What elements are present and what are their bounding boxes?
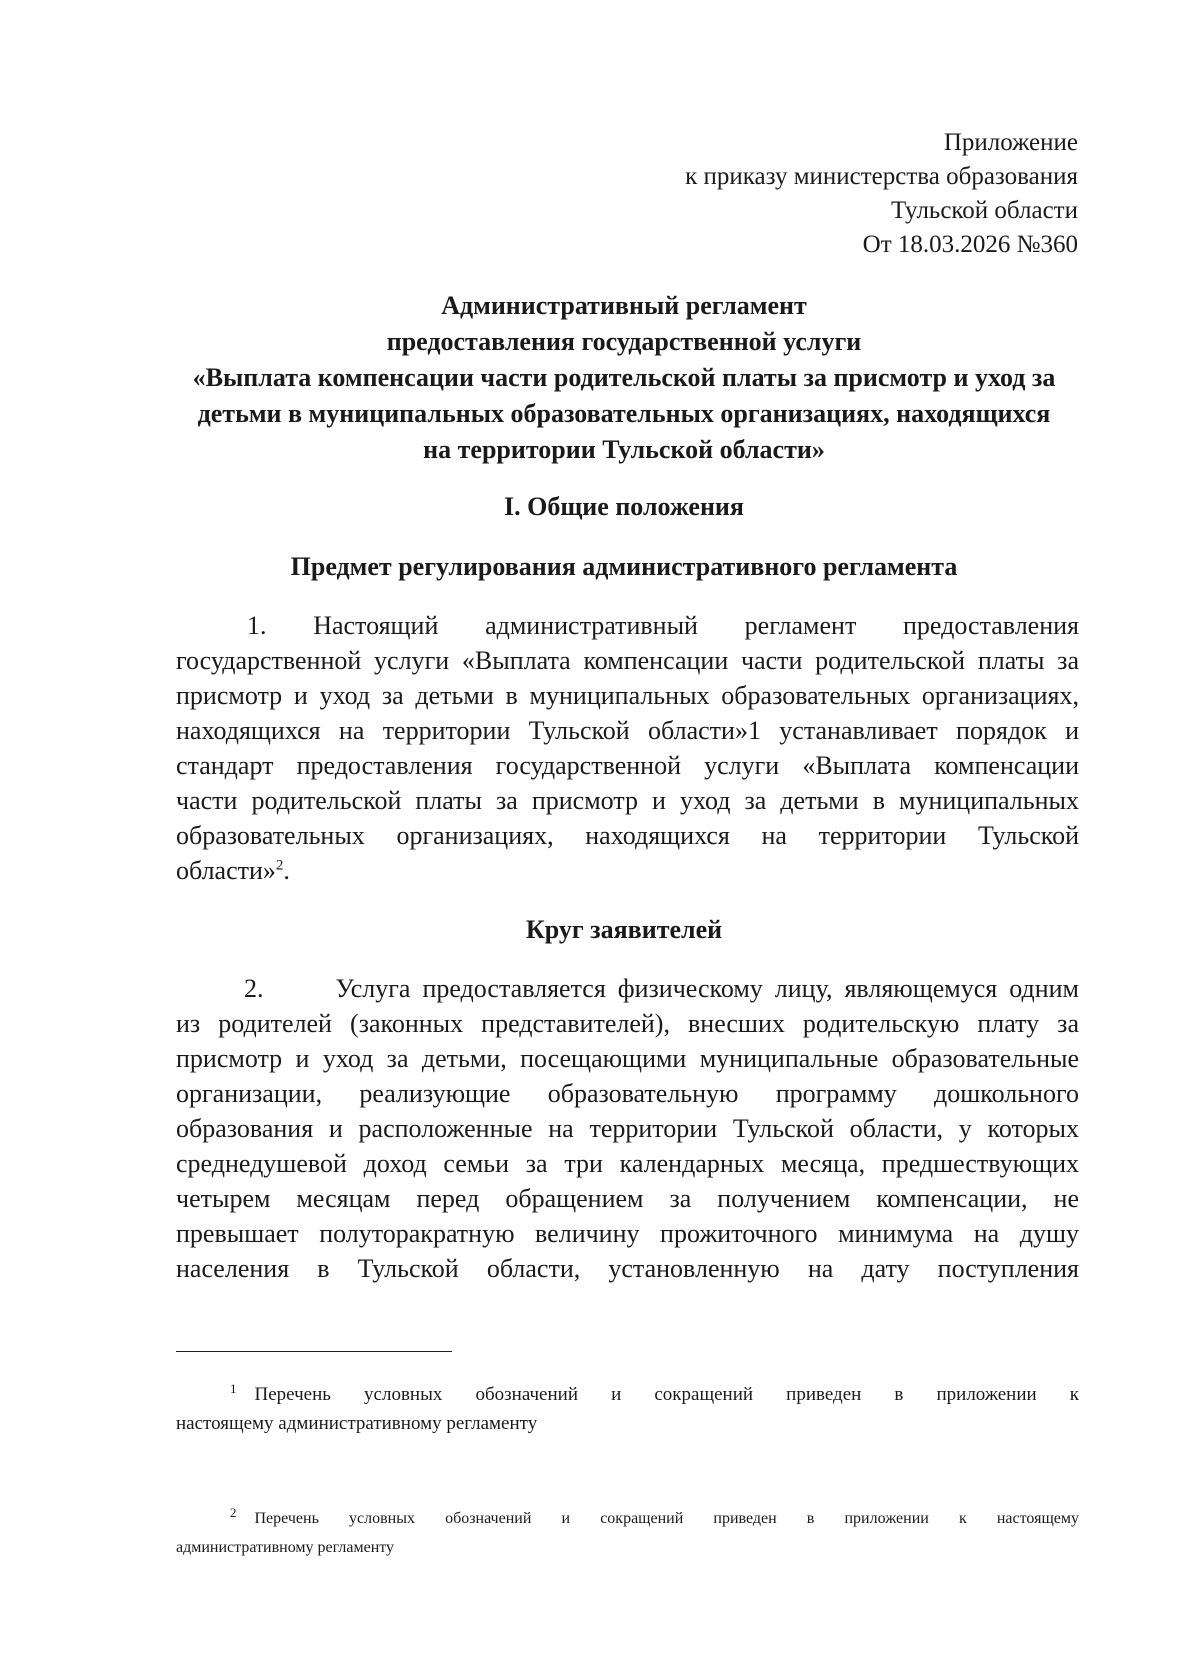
footnote-2-mark: 2 bbox=[230, 1504, 237, 1520]
paragraph-1-line: государственной услуги «Выплата компенсации части родительской платы за bbox=[176, 646, 1079, 675]
paragraph-1 bbox=[176, 608, 1079, 888]
footnote-1 bbox=[176, 1380, 1079, 1438]
subsection-heading-applicants: Круг заявителей bbox=[525, 915, 723, 944]
paragraph-1-line: присмотр и уход за детьми в муниципальных образовательных организациях, bbox=[176, 681, 1079, 710]
title-line-5: на территории Тульской области» bbox=[423, 435, 825, 464]
footnote-divider bbox=[176, 1351, 452, 1352]
footnote-1-text: Перечень условных обозначений и сокращений приведен в приложении к bbox=[254, 1384, 1079, 1405]
order-reference: к приказу министерства образования bbox=[685, 163, 1078, 190]
appendix-header bbox=[600, 126, 1078, 262]
paragraph-1-last-text: области» bbox=[176, 856, 276, 885]
footnote-2 bbox=[176, 1504, 1079, 1562]
title-line-2: предоставления государственной услуги bbox=[386, 327, 862, 356]
subsection-heading-subject: Предмет регулирования административного регламента bbox=[290, 552, 958, 581]
footnote-ref-2: 2 bbox=[275, 857, 284, 874]
paragraph-1-line: находящихся на территории Тульской области»1 устанавливает порядок и bbox=[176, 716, 1079, 745]
paragraph-1-last-line bbox=[176, 853, 1079, 888]
region-name: Тульской области bbox=[891, 197, 1078, 224]
section-heading-general: I. Общие положения bbox=[504, 492, 744, 521]
paragraph-2 bbox=[176, 971, 1079, 1286]
order-date-number: От 18.03.2026 №360 bbox=[862, 231, 1078, 258]
paragraph-2-line: образования и расположенные на территории Тульской области, у которых bbox=[176, 1114, 1079, 1143]
document-title bbox=[170, 288, 1078, 468]
appendix-label: Приложение bbox=[943, 129, 1078, 156]
paragraph-1-line: образовательных организациях, находящихся на территории Тульской bbox=[176, 821, 1079, 850]
footnote-1-line: настоящему административному регламенту bbox=[176, 1413, 538, 1434]
title-line-3: «Выплата компенсации части родительской платы за присмотр и уход за bbox=[192, 363, 1056, 392]
paragraph-1-period: . bbox=[283, 856, 290, 885]
paragraph-1-line: части родительской платы за присмотр и уход за детьми в муниципальных bbox=[176, 786, 1079, 815]
paragraph-2-line: 2. Услуга предоставляется физическому лицу, являющемуся одним bbox=[244, 974, 1079, 1003]
paragraph-2-line: среднедушевой доход семьи за три календарных месяца, предшествующих bbox=[176, 1149, 1079, 1178]
paragraph-2-line: превышает полуторакратную величину прожиточного минимума на душу bbox=[176, 1219, 1079, 1248]
footnote-1-mark: 1 bbox=[230, 1380, 237, 1396]
paragraph-2-line: присмотр и уход за детьми, посещающими муниципальные образовательные bbox=[176, 1044, 1079, 1073]
footnote-2-line bbox=[176, 1504, 1079, 1533]
paragraph-2-line: населения в Тульской области, установленную на дату поступления bbox=[176, 1254, 1079, 1283]
paragraph-2-line: четырем месяцам перед обращением за получением компенсации, не bbox=[176, 1184, 1079, 1213]
paragraph-2-line: организации, реализующие образовательную программу дошкольного bbox=[176, 1079, 1079, 1108]
footnote-2-text: Перечень условных обозначений и сокращений приведен в приложении к настоящему bbox=[254, 1510, 1079, 1527]
paragraph-2-line: из родителей (законных представителей), внесших родительскую плату за bbox=[176, 1009, 1079, 1038]
footnote-1-line bbox=[176, 1380, 1079, 1409]
title-line-4: детьми в муниципальных образовательных организациях, находящихся bbox=[197, 399, 1051, 428]
paragraph-1-line: стандарт предоставления государственной услуги «Выплата компенсации bbox=[176, 751, 1079, 780]
footnote-2-line: административному регламенту bbox=[176, 1539, 395, 1556]
title-line-1: Административный регламент bbox=[441, 291, 807, 320]
paragraph-1-line: 1. Настоящий административный регламент предоставления bbox=[247, 611, 1079, 640]
